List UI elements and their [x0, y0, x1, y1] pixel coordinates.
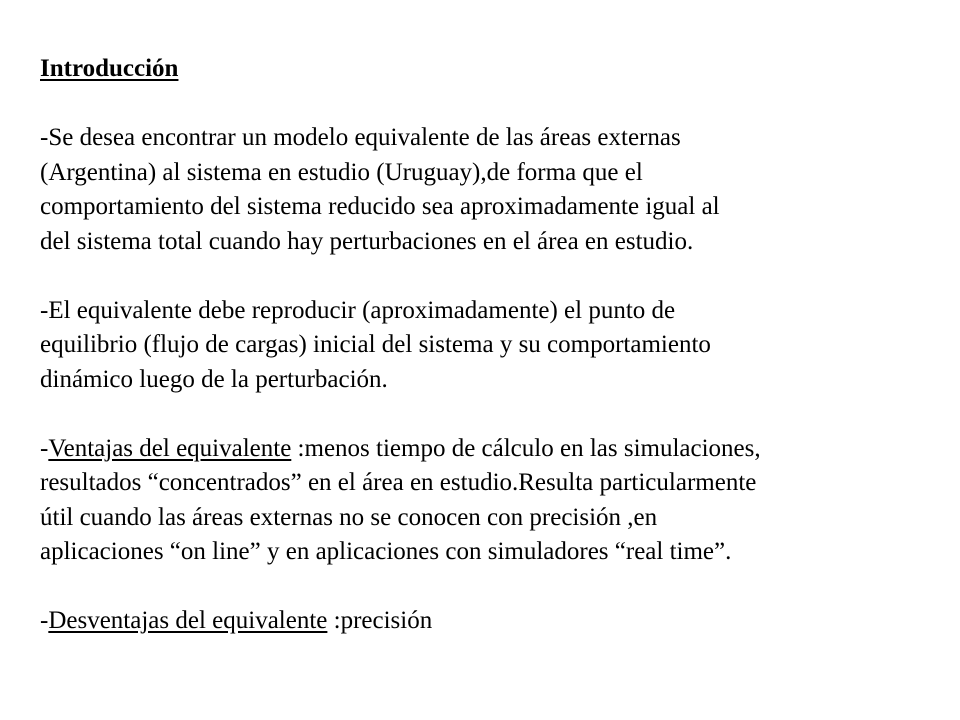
advantages-heading: Ventajas del equivalente [48, 434, 292, 462]
spacer [40, 570, 956, 605]
paragraph-requirement [40, 294, 956, 398]
text-line [40, 604, 956, 639]
text-line: resultados “concentrados” en el área en estudio.Resulta particularmente [40, 469, 757, 496]
text-line: equilibrio (flujo de cargas) inicial del sistema y su comportamiento [40, 331, 711, 358]
paragraph-advantages [40, 432, 956, 570]
text-line: (Argentina) al sistema en estudio (Uruguay),de forma que el [40, 158, 643, 186]
spacer [40, 397, 956, 432]
text-line [40, 432, 956, 467]
text-line: -Se desea encontrar un modelo equivalente de las áreas externas [40, 124, 681, 151]
text-line: comportamiento del sistema reducido sea aproximadamente igual al [40, 193, 720, 220]
spacer [40, 259, 956, 294]
slide-title: Introducción [40, 55, 179, 82]
text-line: del sistema total cuando hay perturbaciones en el área en estudio. [40, 227, 694, 255]
paragraph-objective [40, 121, 956, 259]
slide-content [40, 52, 956, 639]
advantages-text: :menos tiempo de cálculo en las simulaciones, [291, 434, 761, 462]
text-line: -El equivalente debe reproducir (aproximadamente) el punto de [40, 296, 676, 324]
disadvantages-text: :precisión [327, 607, 433, 634]
paragraph-disadvantages [40, 604, 956, 639]
text-line: dinámico luego de la perturbación. [40, 365, 388, 393]
text-line: aplicaciones “on line” y en aplicaciones con simuladores “real time”. [40, 538, 732, 565]
disadvantages-heading: Desventajas del equivalente [48, 607, 328, 634]
spacer [40, 87, 956, 122]
dash: - [40, 607, 49, 634]
text-line: útil cuando las áreas externas no se conocen con precisión ,en [40, 503, 658, 531]
dash: - [40, 434, 49, 462]
